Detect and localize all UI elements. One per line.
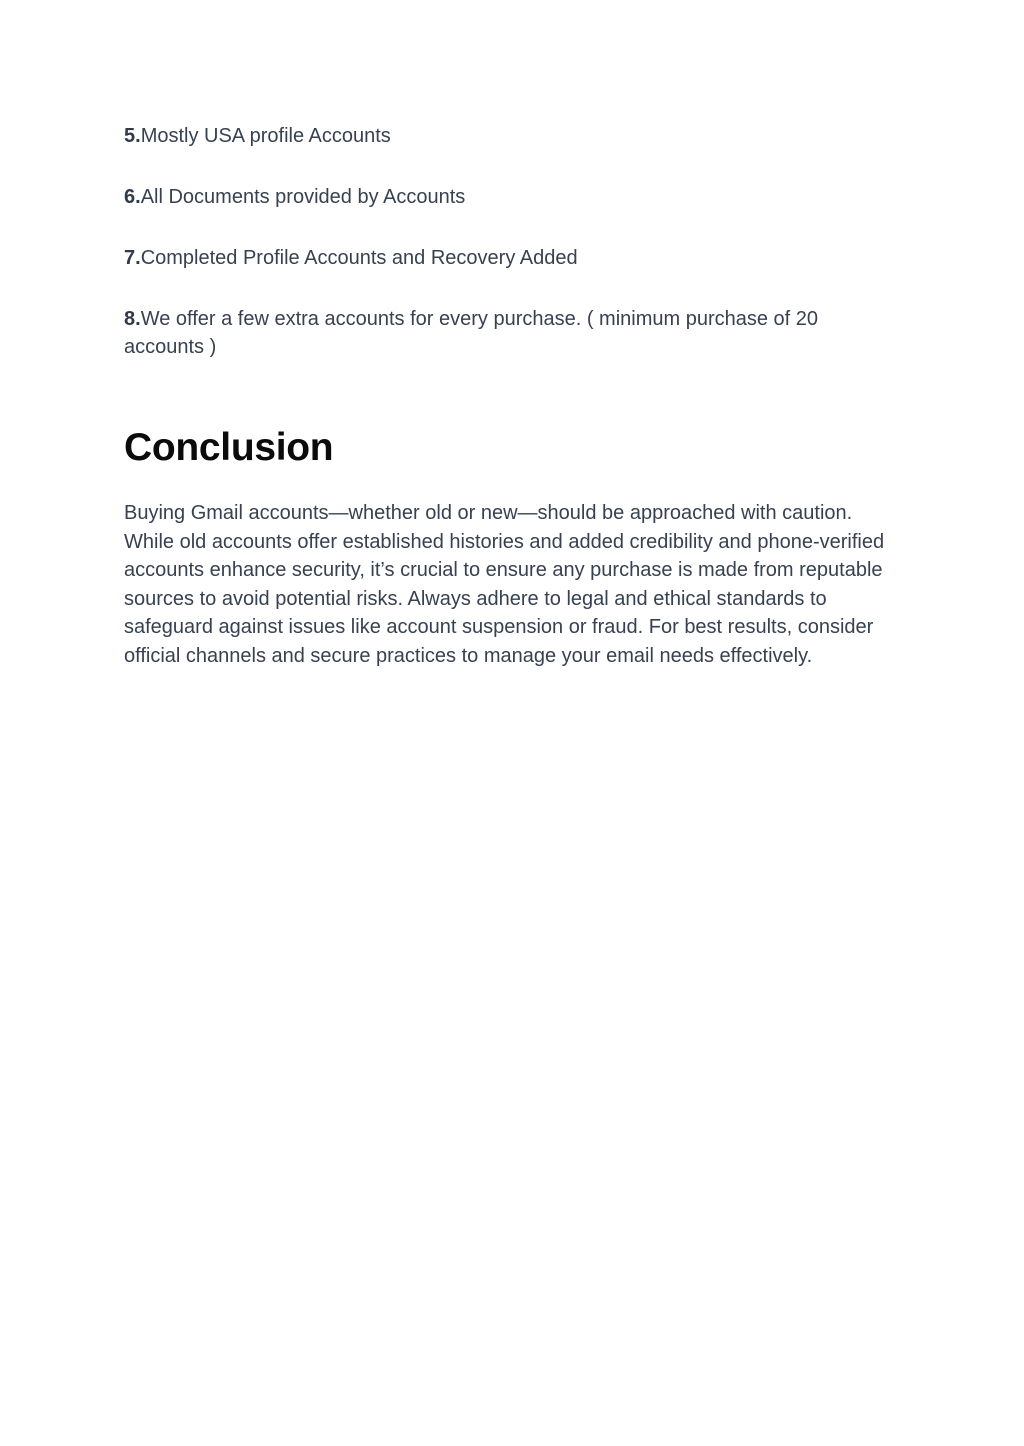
feature-list bbox=[124, 122, 900, 394]
list-item bbox=[124, 305, 900, 361]
list-item-number: 8. bbox=[124, 308, 141, 330]
list-item-text: Completed Profile Accounts and Recovery Added bbox=[140, 247, 578, 269]
list-item-text: All Documents provided by Accounts bbox=[140, 186, 466, 208]
list-item-text: Mostly USA profile Accounts bbox=[140, 125, 391, 147]
list-item-number: 7. bbox=[124, 247, 141, 269]
list-item-number: 6. bbox=[124, 186, 141, 208]
list-item-number: 5. bbox=[124, 125, 141, 147]
conclusion-heading: Conclusion bbox=[124, 426, 334, 469]
conclusion-paragraph: Buying Gmail accounts—whether old or new—should be approached with caution. While old accounts offer established histories and added credibility and phone-verified accounts enhance security, it’s crucial to ensure any purchase is made from reputable sources to avoid potential risks. Always adhere to legal and ethical standards to safeguard against issues like account suspension or fraud. For best results, consider official channels and secure practices to manage your email needs effectively. bbox=[124, 502, 885, 667]
list-item bbox=[124, 183, 900, 211]
list-item-text: We offer a few extra accounts for every purchase. ( minimum purchase of 20 accounts ) bbox=[124, 308, 819, 358]
list-item bbox=[124, 244, 900, 272]
list-item bbox=[124, 122, 900, 150]
